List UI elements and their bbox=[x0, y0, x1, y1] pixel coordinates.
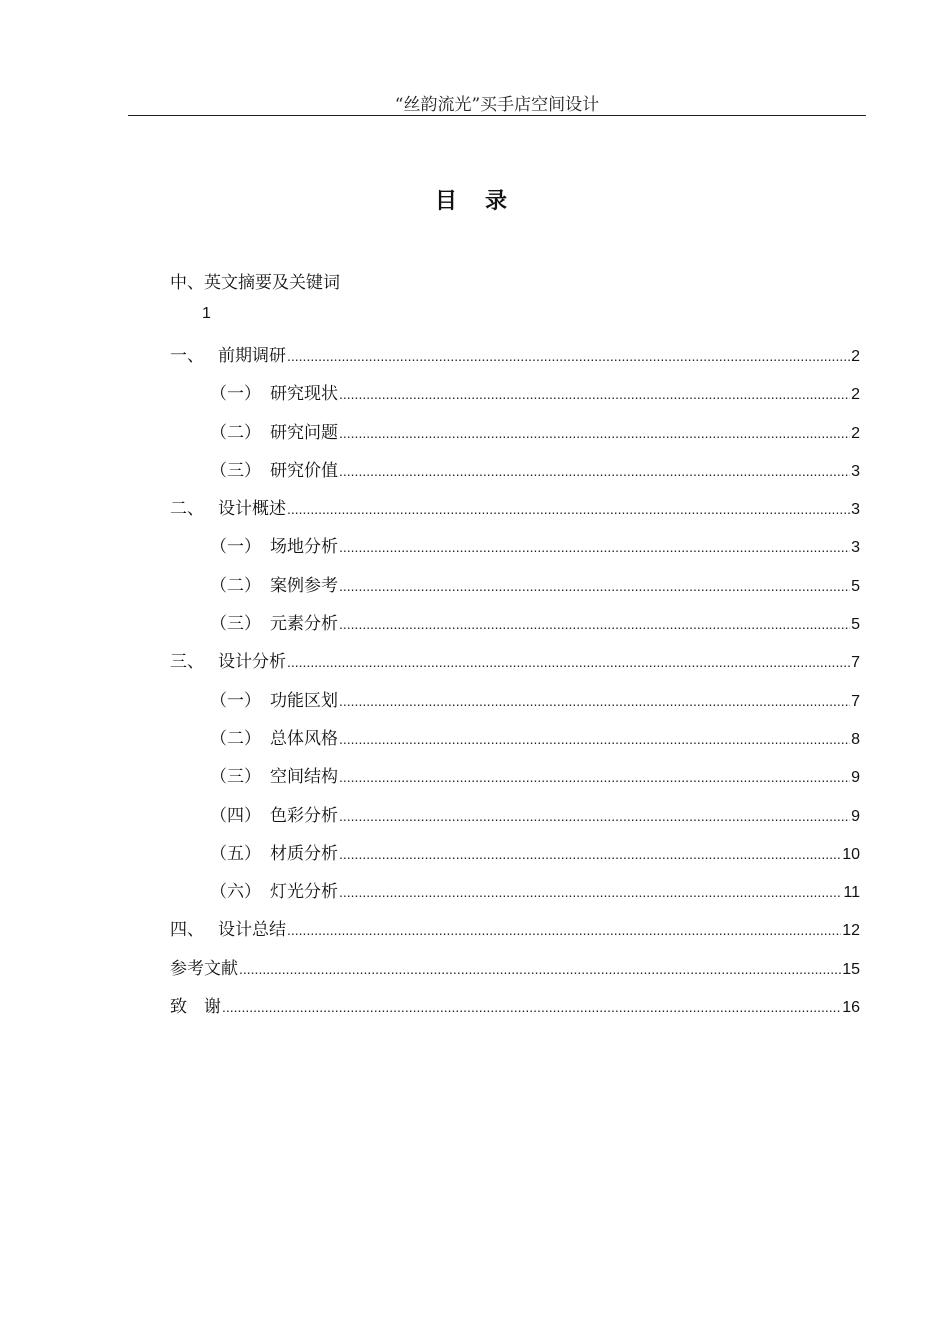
dot-leader bbox=[339, 386, 850, 402]
toc-entry-page: 5 bbox=[851, 616, 860, 634]
toc-entry-label: 设计总结 bbox=[218, 920, 286, 941]
toc-entry-page: 5 bbox=[851, 577, 860, 595]
dot-leader bbox=[339, 463, 850, 479]
toc-entry-page: 11 bbox=[843, 884, 860, 902]
toc-entry[interactable] bbox=[170, 877, 860, 915]
toc-entry-label: 灯光分析 bbox=[270, 882, 338, 903]
toc-entry-label: 案例参考 bbox=[270, 575, 338, 596]
dot-leader bbox=[239, 961, 841, 977]
toc-entry-page: 12 bbox=[842, 922, 860, 940]
dot-leader bbox=[339, 846, 841, 862]
toc-entry-abstract-page: 1 bbox=[202, 305, 211, 322]
dot-leader bbox=[339, 693, 850, 709]
toc-entry-number: 三、 bbox=[170, 652, 204, 673]
toc-entry-number: （五） bbox=[210, 843, 261, 864]
toc-entry-page: 16 bbox=[842, 999, 860, 1017]
dot-leader bbox=[339, 616, 850, 632]
toc-entry-number: （二） bbox=[210, 575, 261, 596]
toc-entry-number: （六） bbox=[210, 882, 261, 903]
toc-entry-number: （二） bbox=[210, 422, 261, 443]
toc-entry-page: 3 bbox=[851, 539, 860, 557]
toc-entry-number: （二） bbox=[210, 728, 261, 749]
toc-entry[interactable] bbox=[170, 647, 860, 685]
toc-entry-page: 10 bbox=[842, 845, 860, 863]
toc-entry-page: 15 bbox=[842, 960, 860, 978]
toc-entry[interactable] bbox=[170, 571, 860, 609]
toc-entry-label: 参考文献 bbox=[170, 958, 238, 979]
dot-leader bbox=[339, 731, 850, 747]
toc-entry-number: （四） bbox=[210, 805, 261, 826]
toc-entry[interactable] bbox=[170, 954, 860, 992]
dot-leader bbox=[287, 922, 841, 938]
dot-leader bbox=[339, 808, 850, 824]
dot-leader bbox=[287, 348, 850, 364]
toc-entry[interactable] bbox=[170, 379, 860, 417]
dot-leader bbox=[287, 501, 850, 517]
toc-entry-label: 总体风格 bbox=[270, 728, 338, 749]
toc-entry[interactable] bbox=[170, 494, 860, 532]
toc-entry-page: 2 bbox=[851, 424, 860, 442]
toc-entry[interactable] bbox=[170, 532, 860, 570]
toc-entry[interactable] bbox=[170, 724, 860, 762]
dot-leader bbox=[339, 578, 850, 594]
running-header: “丝韵流光”买手店空间设计 bbox=[394, 95, 600, 115]
dot-leader bbox=[339, 769, 850, 785]
dot-leader bbox=[339, 425, 850, 441]
toc-entry-abstract[interactable]: 中、英文摘要及关键词 bbox=[170, 273, 340, 293]
toc-entry-page: 2 bbox=[851, 348, 860, 365]
toc-entry-page: 7 bbox=[851, 654, 860, 672]
toc-entry[interactable] bbox=[170, 762, 860, 800]
toc-entry-page: 9 bbox=[851, 769, 860, 787]
toc-entry[interactable] bbox=[170, 418, 860, 456]
toc-entry[interactable] bbox=[170, 992, 860, 1030]
toc-entry[interactable] bbox=[170, 839, 860, 877]
toc-entry-number: （三） bbox=[210, 767, 261, 788]
toc-entry-number: 四、 bbox=[170, 920, 204, 941]
toc-title: 目录 bbox=[434, 189, 535, 214]
toc-entry[interactable] bbox=[170, 341, 860, 379]
toc-entry-label: 设计概述 bbox=[218, 499, 286, 520]
dot-leader bbox=[222, 999, 841, 1015]
header-rule bbox=[128, 115, 866, 116]
toc-entry-page: 2 bbox=[851, 386, 860, 404]
toc-entry-label: 设计分析 bbox=[218, 652, 286, 673]
toc-entry-label: 场地分析 bbox=[270, 537, 338, 558]
toc-entry-label: 元素分析 bbox=[270, 614, 338, 635]
toc-entry-page: 8 bbox=[851, 730, 860, 748]
toc-entry-number: （一） bbox=[210, 690, 261, 711]
toc-entry-label: 色彩分析 bbox=[270, 805, 338, 826]
toc-entry-label: 前期调研 bbox=[218, 346, 286, 366]
toc-entry-page: 3 bbox=[851, 501, 860, 519]
toc-entry-label: 功能区划 bbox=[270, 690, 338, 711]
toc-entry-number: （一） bbox=[210, 384, 261, 405]
toc-entry[interactable] bbox=[170, 686, 860, 724]
toc-entry[interactable] bbox=[170, 609, 860, 647]
toc-entry-number: 一、 bbox=[170, 346, 204, 366]
toc-entry-label: 致 谢 bbox=[170, 997, 221, 1018]
toc-entry-page: 9 bbox=[851, 807, 860, 825]
toc-entry[interactable] bbox=[170, 456, 860, 494]
dot-leader bbox=[339, 539, 850, 555]
dot-leader bbox=[339, 884, 842, 900]
toc-entry-number: （一） bbox=[210, 537, 261, 558]
toc-entry-number: 二、 bbox=[170, 499, 204, 520]
toc-entry-number: （三） bbox=[210, 614, 261, 635]
toc-entry-label: 研究问题 bbox=[270, 422, 338, 443]
dot-leader bbox=[287, 654, 850, 670]
toc-entry-label: 空间结构 bbox=[270, 767, 338, 788]
toc-entry-page: 7 bbox=[851, 692, 860, 710]
toc-entry-label: 研究现状 bbox=[270, 384, 338, 405]
toc-entry[interactable] bbox=[170, 801, 860, 839]
toc-entry-label: 研究价值 bbox=[270, 460, 338, 481]
toc-entry-number: （三） bbox=[210, 460, 261, 481]
toc-entry[interactable] bbox=[170, 915, 860, 953]
toc-entry-page: 3 bbox=[851, 462, 860, 480]
toc-entry-label: 材质分析 bbox=[270, 843, 338, 864]
table-of-contents bbox=[170, 341, 860, 1030]
